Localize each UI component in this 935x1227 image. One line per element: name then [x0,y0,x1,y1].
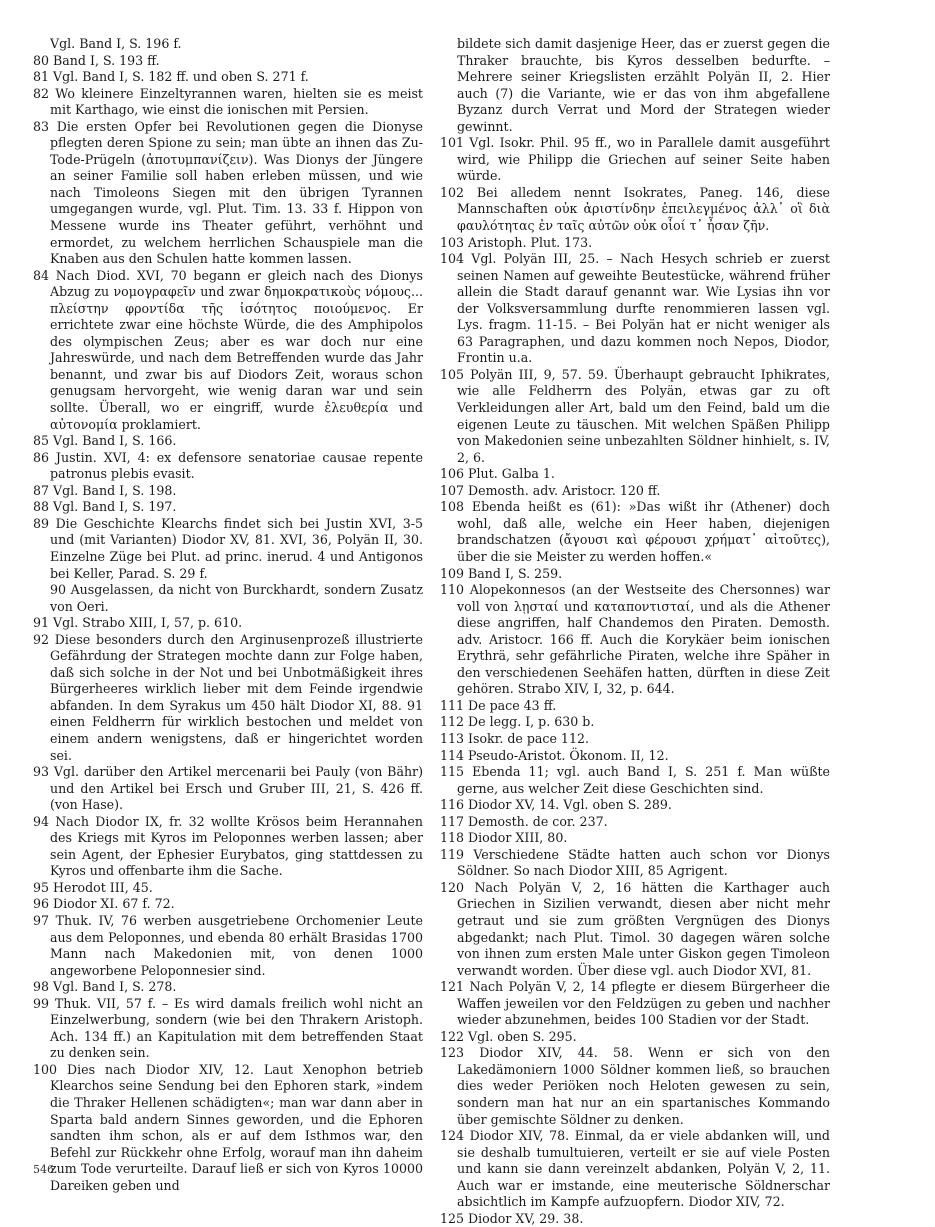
footnote: 120 Nach Polyän V, 2, 16 hätten die Karthager auch Griechen in Sizilien verwandt, diesen aber nicht mehr getraut und sie zum größten Vergnügen des Dionys abgedankt; nach Plut. Timol. 30 dagegen wären solche von ihnen zum ersten Male unter Giskon gegen Timoleon verwandt worden. Über diese vgl. auch Diodor XVI, 81. [440,879,830,978]
page-number: 546 [33,1163,54,1176]
footnote: 100 Dies nach Diodor XIV, 12. Laut Xenophon betrieb Klearchos seine Sendung bei den Ephoren stark, »indem die Thraker Hellenen schädigten«; man war dann aber in Sparta bald andern Sinnes geworden, und die Ephoren sandten ihm schon, als er auf dem Isthmos war, den Befehl zur Rückkehr ohne Erfolg, worauf man ihn daheim zum Tode verurteilte. Darauf ließ er sich von Kyros 10000 Dareiken geben und [33,1061,423,1193]
footnote: 116 Diodor XV, 14. Vgl. oben S. 289. [440,797,672,813]
footnote: 125 Diodor XV, 29. 38. [440,1210,584,1226]
footnote: 88 Vgl. Band I, S. 197. [33,499,177,515]
footnote: 81 Vgl. Band I, S. 182 ff. und oben S. 271 f. [33,69,309,85]
footnote: 117 Demosth. de cor. 237. [440,813,608,829]
footnote: 119 Verschiedene Städte hatten auch schon vor Dionys Söldner. So nach Diodor XIII, 85 Agrigent. [440,846,830,879]
footnote: 98 Vgl. Band I, S. 278. [33,979,177,995]
footnote: 83 Die ersten Opfer bei Revolutionen gegen die Dionyse pflegten deren Spione zu sein; man übte an ihnen das Zu-Tode-Prügeln (ἀποτυμπανίζειν). Was Dionys der Jüngere an seiner Familie soll haben erleben müssen, und wie nach Timoleons Siegen mit den übrigen Tyrannen umgegangen wurde, vgl. Plut. Tim. 13. 33 f. Hippon von Messene wurde ins Theater geführt, verhöhnt und ermordet, zu welchem herrlichen Schauspiele man die Knaben aus den Schulen hatte kommen lassen. [33,118,423,267]
footnote: 122 Vgl. oben S. 295. [440,1028,577,1044]
footnote: 91 Vgl. Strabo XIII, I, 57, p. 610. [33,615,243,631]
footnote: 80 Band I, S. 193 ff. [33,52,160,68]
footnote: 85 Vgl. Band I, S. 166. [33,433,177,449]
footnote: 93 Vgl. darüber den Artikel mercenarii bei Pauly (von Bähr) und den Artikel bei Ersch und Gruber III, 21, S. 426 ff. (von Hase). [33,764,423,813]
footnote: 94 Nach Diodor IX, fr. 32 wollte Krösos beim Herannahen des Kriegs mit Kyros im Peloponnes werben lassen; aber sein Agent, der Ephesier Eurybatos, ging stattdessen zu Kyros und offenbarte ihm die Sache. [33,813,423,879]
footnote: 86 Justin. XVI, 4: ex defensore senatoriae causae repente patronus plebis evasit. [33,449,423,482]
footnote: 121 Nach Polyän V, 2, 14 pflegte er diesem Bürgerheer die Waffen jeweilen vor den Feldzügen zu geben und nachher wieder abzunehmen, beides 100 Stadien vor der Stadt. [440,979,830,1028]
footnote: 115 Ebenda 11; vgl. auch Band I, S. 251 f. Man wüßte gerne, aus welcher Zeit diese Geschichten sind. [440,764,830,796]
footnotes-right-column [440,36,830,1227]
footnote: 87 Vgl. Band I, S. 198. [33,482,177,498]
footnote: 118 Diodor XIII, 80. [440,830,568,846]
footnote: 82 Wo kleinere Einzeltyrannen waren, hielten sie es meist mit Karthago, wie einst die ionischen mit Persien. [33,85,423,118]
footnote: 84 Nach Diod. XVI, 70 begann er gleich nach des Dionys Abzug zu νομογραφεῖν und zwar δημοκρατικοὺς νόμους... πλείστην φροντίδα τῆς ἰσότητος ποιούμενος. Er errichtete zwar eine höchste Würde, die des Amphipolos des olympischen Zeus; aber es war doch nur eine Jahreswürde, und nach dem Betreffenden wurde das Jahr benannt, und zwar bis auf Diodors Zeit, woraus schon genugsam hervorgeht, wie wenig daran war und sein sollte. Überall, wo er eingriff, wurde ἐλευθερία und αὐτονομία proklamiert. [33,267,423,432]
footnote: 110 Alopekonnesos (an der Westseite des Chersonnes) war voll von λῃσταί und καταποντισταί, und als die Athener diese angriffen, half Chandemos den Piraten. Demosth. adv. Aristocr. 166 ff. Auch die Korykäer beim ionischen Erythrä, sehr gefährliche Piraten, welche ihre Späher in den verschiedenen Seehäfen hatten, dürften in diese Zeit gehören. Strabo XIV, I, 32, p. 644. [440,582,830,697]
footnote: bildete sich damit dasjenige Heer, das er zuerst gegen die Thraker brauchte, bis Kyros desselben bedurfte. – Mehrere seiner Kriegslisten erzählt Polyän II, 2. Hier auch (7) die Variante, wie er das von ihm abgefallene Byzanz durch Verrat und Mord der Strategen wieder gewinnt. [457,36,830,134]
footnote: 108 Ebenda heißt es (61): »Das wißt ihr (Athener) doch wohl, daß alle, welche ein Heer haben, diejenigen brandschatzen (ἄγουσι καὶ φέρουσι χρήματ᾽ αἰτοῦτες), über die sie Meister zu werden hoffen.« [440,499,830,564]
footnote: 113 Isokr. de pace 112. [440,730,589,746]
footnote: 90 Ausgelassen, da nicht von Burckhardt, sondern Zusatz von Oeri. [50,582,423,614]
footnote: 123 Diodor XIV, 44. 58. Wenn er sich von den Lakedämoniern 1000 Söldner kommen ließ, so brauchen dies weder Periöken noch Heloten gewesen zu sein, sondern man hat nur an ein spartanisches Kommando über gemischte Söldner zu denken. [440,1045,830,1127]
footnote: 103 Aristoph. Plut. 173. [440,234,593,250]
footnote: 89 Die Geschichte Klearchs findet sich bei Justin XVI, 3-5 und (mit Varianten) Diodor XV, 81. XVI, 36, Polyän II, 30. Einzelne Züge bei Plut. ad princ. inerud. 4 und Antigonos bei Keller, Parad. S. 29 f. [33,515,423,581]
footnote: 114 Pseudo-Aristot. Ökonom. II, 12. [440,747,669,763]
footnote: 104 Vgl. Polyän III, 25. – Nach Hesych schrieb er zuerst seinen Namen auf geweihte Beutestücke, während früher allein die Stadt darauf genannt war. Wie Lysias ihn vor der Volksversammlung durfte renommieren lassen vgl. Lys. fragm. 11-15. – Bei Polyän hat er nicht weniger als 63 Paragraphen, und dazu kommen noch Nepos, Diodor, Frontin u.a. [440,251,830,366]
footnote: 107 Demosth. adv. Aristocr. 120 ff. [440,482,661,498]
footnote: 109 Band I, S. 259. [440,565,563,581]
footnote: 97 Thuk. IV, 76 werben ausgetriebene Orchomenier Leute aus dem Peloponnes, und ebenda 80 erhält Brasidas 1700 Mann nach Makedonien mit, von denen 1000 angeworbene Peloponnesier sind. [33,912,423,978]
footnote: 111 De pace 43 ff. [440,697,557,713]
footnote: 95 Herodot III, 45. [33,879,153,895]
footnote: 101 Vgl. Isokr. Phil. 95 ff., wo in Parallele damit ausgeführt wird, wie Philipp die Griechen auf seiner Seite haben würde. [440,135,830,184]
footnote: 96 Diodor XI. 67 f. 72. [33,896,175,912]
footnote: 92 Diese besonders durch den Arginusenprozeß illustrierte Gefährdung der Strategen mochte dann zur Folge haben, daß sich solche in der Not und bei Unbotmäßigkeit ihres Bürgerheeres wirklich lieber mit dem Feinde irgendwie abfanden. In dem Syrakus um 450 hält Diodor XI, 88. 91 einen Feldherrn für wirklich bestochen und meldet von einem andern wenigstens, daß er hingerichtet worden sei. [33,631,423,763]
footnote: 102 Bei alledem nennt Isokrates, Paneg. 146, diese Mannschaften οὐκ ἀριστίνδην ἐπειλεγμένος ἀλλ᾽ οἳ διὰ φαυλότητας ἐν ταῖς αὐτῶν οὐκ οἷοί τ᾽ ἦσαν ζῆν. [440,184,830,234]
footnote: 106 Plut. Galba 1. [440,466,555,482]
footnotes-left-column [33,36,423,1194]
footnote: 112 De legg. I, p. 630 b. [440,714,595,730]
footnote: 124 Diodor XIV, 78. Einmal, da er viele abdanken will, und sie deshalb tumultuieren, verteilt er sie auf viele Posten und kann sie dann vereinzelt abdanken, Polyän V, 2, 11. Auch war er imstande, eine meuterische Söldnerschar absichtlich im Kampfe aufzuopfern. Diodor XIV, 72. [440,1128,830,1210]
footnote: Vgl. Band I, S. 196 f. [50,36,182,51]
footnote: 105 Polyän III, 9, 57. 59. Überhaupt gebraucht Iphikrates, wie alle Feldherrn des Polyän, etwas gar zu oft Verkleidungen aller Art, bald um den Feind, bald um die eigenen Leute zu täuschen. Mit welchen Späßen Philipp von Makedonien seine unbezahlten Söldner hinhielt, s. IV, 2, 6. [440,366,830,465]
footnote: 99 Thuk. VII, 57 f. – Es wird damals freilich wohl nicht an Einzelwerbung, sondern (wie bei den Thrakern Aristoph. Ach. 134 ff.) an Kapitulation mit dem betreffenden Staat zu denken sein. [33,995,423,1061]
